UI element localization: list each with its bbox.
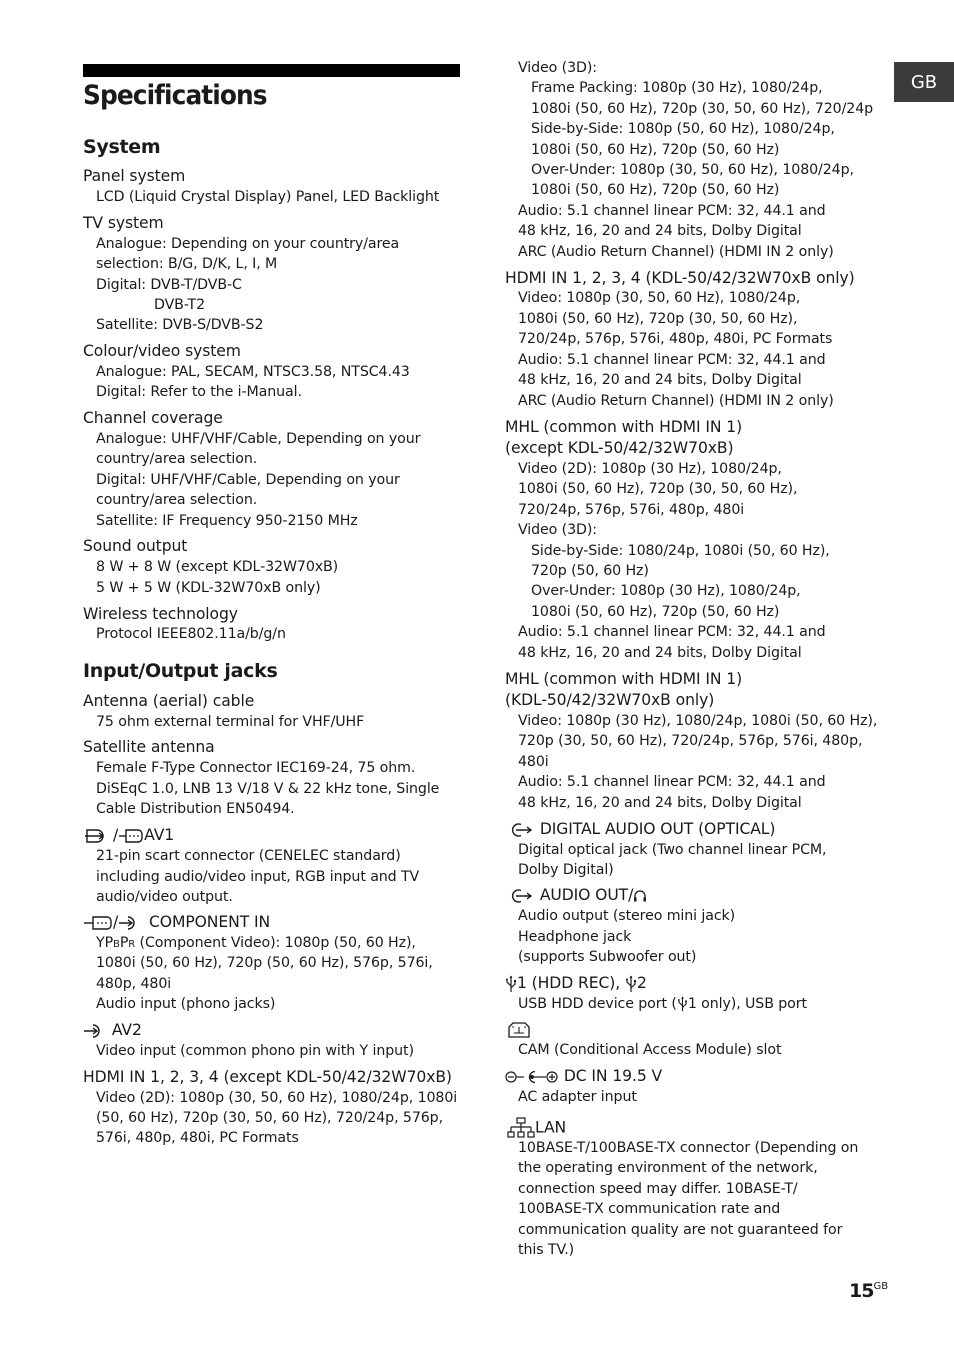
component-line: 480p, 480i <box>96 976 172 992</box>
mhl-except-video3d-line: Over-Under: 1080p (30 Hz), 1080/24p, <box>531 583 801 599</box>
output-icon <box>507 887 535 905</box>
tv-system-line: selection: B/G, D/K, L, I, M <box>96 256 278 272</box>
component-pr-p: P <box>119 935 129 951</box>
network-icon <box>507 1117 535 1139</box>
input-arrow-icon <box>118 914 144 932</box>
dc-in-label-row <box>505 1066 662 1086</box>
lan-line: 100BASE-TX communication rate and <box>518 1201 781 1217</box>
component-pb-p: P <box>104 935 114 951</box>
mhl-except-line: Video (2D): 1080p (30 Hz), 1080/24p, <box>518 461 782 477</box>
mhl-except-label: (except KDL-50/42/32W70xB) <box>505 439 734 457</box>
hdmi-except-video3d-label: Video (3D): <box>518 60 597 76</box>
page-number <box>849 1280 888 1302</box>
mhl-except-line: Video (3D): <box>518 522 597 538</box>
hdmi-except-line: Video (2D): 1080p (30, 50, 60 Hz), 1080/24p, 1080i <box>96 1090 458 1106</box>
av1-line: audio/video output. <box>96 889 233 905</box>
cam-value: CAM (Conditional Access Module) slot <box>518 1042 782 1058</box>
headphones-icon <box>633 888 647 904</box>
audio-out-line: Headphone jack <box>518 929 632 945</box>
usb-label-row <box>505 973 647 993</box>
channel-coverage-line: country/area selection. <box>96 492 258 508</box>
component-out-icon <box>83 914 113 932</box>
usb-value-row <box>518 994 807 1014</box>
component-line: Audio input (phono jacks) <box>96 996 276 1012</box>
hdmi-except-video3d-line: 1080i (50, 60 Hz), 720p (50, 60 Hz) <box>531 142 780 158</box>
hdmi-except-video3d-line: Side-by-Side: 1080p (50, 60 Hz), 1080/24p, <box>531 121 835 137</box>
page-number-value: 15 <box>849 1280 874 1302</box>
cam-slot-icon <box>507 1021 531 1039</box>
mhl-except-audio-line: 48 kHz, 16, 20 and 24 bits, Dolby Digital <box>518 645 802 661</box>
channel-coverage-line: Digital: UHF/VHF/Cable, Depending on your <box>96 472 400 488</box>
region-tab: GB <box>894 62 954 102</box>
hdmi-except-video3d-line: Over-Under: 1080p (30, 50, 60 Hz), 1080/24p, <box>531 162 854 178</box>
mhl-only-label: (KDL-50/42/32W70xB only) <box>505 691 715 709</box>
mhl-except-video3d-line: 1080i (50, 60 Hz), 720p (50, 60 Hz) <box>531 604 780 620</box>
usb-label-1: 1 (HDD REC), <box>517 974 621 992</box>
panel-system-label: Panel system <box>83 167 186 185</box>
output-icon <box>507 821 535 839</box>
component-pb-b: B <box>113 939 120 950</box>
component-y: Y <box>96 935 105 951</box>
input-arrow-icon <box>83 1022 107 1040</box>
scart-out-icon <box>118 827 144 845</box>
hdmi-only-line: 720/24p, 576p, 576i, 480p, 480i, PC Formats <box>518 331 833 347</box>
component-label-row <box>83 912 270 932</box>
satellite-line: Female F-Type Connector IEC169-24, 75 ohm. <box>96 760 416 776</box>
av2-value: Video input (common phono pin with Y input) <box>96 1043 414 1059</box>
hdmi-except-video3d-line: Frame Packing: 1080p (30 Hz), 1080/24p, <box>531 80 823 96</box>
satellite-line: DiSEqC 1.0, LNB 13 V/18 V & 22 kHz tone, Single <box>96 781 440 797</box>
tv-system-label: TV system <box>83 214 164 232</box>
audio-out-label: AUDIO OUT/ <box>539 886 634 904</box>
satellite-line: Cable Distribution EN50494. <box>96 801 295 817</box>
audio-out-line: Audio output (stereo mini jack) <box>518 908 736 924</box>
colour-video-line: Analogue: PAL, SECAM, NTSC3.58, NTSC4.43 <box>96 364 410 380</box>
lan-line: communication quality are not guaranteed for <box>518 1222 843 1238</box>
channel-coverage-label: Channel coverage <box>83 409 223 427</box>
usb-label-2: 2 <box>636 974 647 992</box>
mhl-except-video3d-line: Side-by-Side: 1080/24p, 1080i (50, 60 Hz), <box>531 543 830 559</box>
lan-label-row <box>507 1117 566 1139</box>
lan-line: the operating environment of the network, <box>518 1160 818 1176</box>
usb-value-pre: USB HDD device port ( <box>518 996 677 1012</box>
av2-label: AV2 <box>111 1021 142 1039</box>
channel-coverage-line: Satellite: IF Frequency 950-2150 MHz <box>96 513 358 529</box>
av1-line: including audio/video input, RGB input and TV <box>96 869 420 885</box>
dc-in-value: AC adapter input <box>518 1089 637 1105</box>
mhl-only-line: Audio: 5.1 channel linear PCM: 32, 44.1 and <box>518 774 826 790</box>
hdmi-only-line: ARC (Audio Return Channel) (HDMI IN 2 only) <box>518 393 834 409</box>
tv-system-line: Satellite: DVB-S/DVB-S2 <box>96 317 264 333</box>
component-first-line-rest: (Component Video): 1080p (50, 60 Hz), <box>135 935 416 951</box>
mhl-only-label: MHL (common with HDMI IN 1) <box>505 670 743 688</box>
hdmi-except-audio-line: 48 kHz, 16, 20 and 24 bits, Dolby Digital <box>518 223 802 239</box>
satellite-label: Satellite antenna <box>83 738 215 756</box>
wireless-label: Wireless technology <box>83 605 238 623</box>
tv-system-line: Digital: DVB-T/DVB-C <box>96 277 242 293</box>
hdmi-except-audio-line: Audio: 5.1 channel linear PCM: 32, 44.1 and <box>518 203 826 219</box>
page-number-suffix: GB <box>873 1281 889 1292</box>
usb-icon <box>625 975 637 993</box>
hdmi-only-line: 1080i (50, 60 Hz), 720p (30, 50, 60 Hz), <box>518 311 798 327</box>
title-rule <box>83 64 460 77</box>
av1-label-row <box>83 825 174 845</box>
av1-label: AV1 <box>144 826 175 844</box>
mhl-only-line: 480i <box>518 754 549 770</box>
component-first-line <box>96 933 416 955</box>
hdmi-only-line: Video: 1080p (30, 50, 60 Hz), 1080/24p, <box>518 290 801 306</box>
component-line: 1080i (50, 60 Hz), 720p (50, 60 Hz), 576p, 576i, <box>96 955 433 971</box>
mhl-only-line: 720p (30, 50, 60 Hz), 720/24p, 576p, 576i, 480p, <box>518 733 863 749</box>
antenna-value: 75 ohm external terminal for VHF/UHF <box>96 714 365 730</box>
av1-line: 21-pin scart connector (CENELEC standard) <box>96 848 401 864</box>
av1-separator: / <box>113 826 119 844</box>
audio-out-label-row <box>507 885 647 905</box>
cam-label-row <box>507 1020 531 1040</box>
component-separator: / <box>113 913 119 931</box>
hdmi-except-arc-line: ARC (Audio Return Channel) (HDMI IN 2 only) <box>518 244 834 260</box>
scart-in-out-icon <box>83 827 113 845</box>
colour-video-label: Colour/video system <box>83 342 241 360</box>
hdmi-except-line: (50, 60 Hz), 720p (30, 50, 60 Hz), 720/24p, 576p, <box>96 1110 443 1126</box>
lan-line: this TV.) <box>518 1242 575 1258</box>
dc-polarity-icon <box>505 1068 559 1086</box>
hdmi-only-label: HDMI IN 1, 2, 3, 4 (KDL-50/42/32W70xB only) <box>505 269 855 287</box>
lan-line: connection speed may differ. 10BASE-T/ <box>518 1181 798 1197</box>
digital-audio-out-line: Digital optical jack (Two channel linear PCM, <box>518 842 827 858</box>
lan-label: LAN <box>535 1118 567 1137</box>
hdmi-except-video3d-line: 1080i (50, 60 Hz), 720p (50, 60 Hz) <box>531 182 780 198</box>
channel-coverage-line: country/area selection. <box>96 451 258 467</box>
mhl-only-line: 48 kHz, 16, 20 and 24 bits, Dolby Digital <box>518 795 802 811</box>
component-pr-r: R <box>128 939 136 950</box>
hdmi-except-label: HDMI IN 1, 2, 3, 4 (except KDL-50/42/32W70xB) <box>83 1068 452 1086</box>
wireless-value: Protocol IEEE802.11a/b/g/n <box>96 626 286 642</box>
sound-output-label: Sound output <box>83 537 188 555</box>
mhl-except-line: 720/24p, 576p, 576i, 480p, 480i <box>518 502 745 518</box>
component-label: COMPONENT IN <box>149 913 271 931</box>
section-io-heading: Input/Output jacks <box>83 660 278 682</box>
mhl-except-video3d-line: 720p (50, 60 Hz) <box>531 563 649 579</box>
hdmi-only-line: Audio: 5.1 channel linear PCM: 32, 44.1 and <box>518 352 826 368</box>
tv-system-line: DVB-T2 <box>154 297 206 313</box>
mhl-only-line: Video: 1080p (30 Hz), 1080/24p, 1080i (50, 60 Hz), <box>518 713 878 729</box>
digital-audio-out-label-row <box>507 819 775 839</box>
antenna-label: Antenna (aerial) cable <box>83 692 255 710</box>
digital-audio-out-line: Dolby Digital) <box>518 862 614 878</box>
usb-icon <box>505 975 517 993</box>
sound-output-line: 5 W + 5 W (KDL-32W70xB only) <box>96 580 321 596</box>
usb-value-post: 1 only), USB port <box>687 996 807 1012</box>
usb-icon <box>677 996 688 1012</box>
panel-system-value: LCD (Liquid Crystal Display) Panel, LED Backlight <box>96 189 440 205</box>
lan-line: 10BASE-T/100BASE-TX connector (Depending on <box>518 1140 859 1156</box>
av2-label-row <box>83 1020 142 1040</box>
digital-audio-out-label: DIGITAL AUDIO OUT (OPTICAL) <box>539 820 776 838</box>
mhl-except-label: MHL (common with HDMI IN 1) <box>505 418 743 436</box>
hdmi-only-line: 48 kHz, 16, 20 and 24 bits, Dolby Digital <box>518 372 802 388</box>
mhl-except-line: 1080i (50, 60 Hz), 720p (30, 50, 60 Hz), <box>518 481 798 497</box>
tv-system-line: Analogue: Depending on your country/area <box>96 236 400 252</box>
hdmi-except-video3d-line: 1080i (50, 60 Hz), 720p (30, 50, 60 Hz), 720/24p <box>531 101 874 117</box>
section-system-heading: System <box>83 136 161 158</box>
mhl-except-audio-line: Audio: 5.1 channel linear PCM: 32, 44.1 and <box>518 624 826 640</box>
audio-out-line: (supports Subwoofer out) <box>518 949 697 965</box>
page-title: Specifications <box>83 80 267 111</box>
channel-coverage-line: Analogue: UHF/VHF/Cable, Depending on your <box>96 431 421 447</box>
dc-in-label: DC IN 19.5 V <box>563 1067 663 1085</box>
hdmi-except-line: 576i, 480p, 480i, PC Formats <box>96 1130 299 1146</box>
sound-output-line: 8 W + 8 W (except KDL-32W70xB) <box>96 559 339 575</box>
colour-video-line: Digital: Refer to the i-Manual. <box>96 384 302 400</box>
